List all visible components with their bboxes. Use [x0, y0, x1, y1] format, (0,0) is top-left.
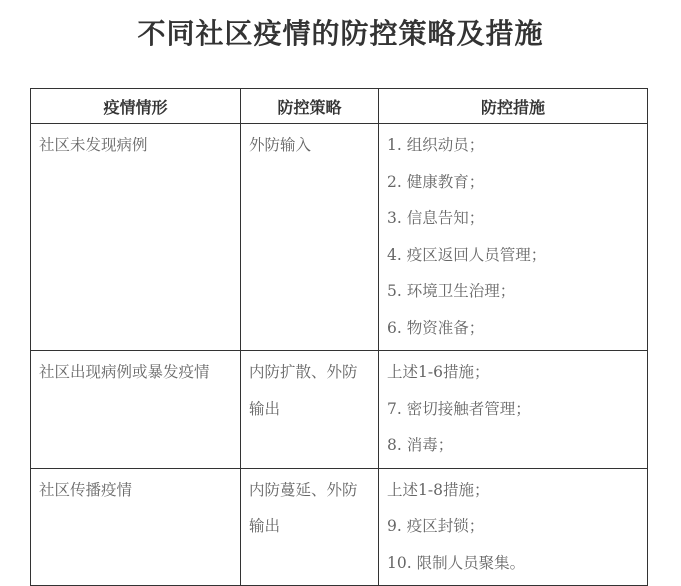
measures-cell: [379, 468, 648, 586]
measure-item: 上述1-8措施；: [387, 480, 490, 499]
strategy-cell: [241, 351, 379, 469]
measure-item: 3. 信息告知；: [387, 209, 485, 227]
situation-cell: [31, 351, 241, 469]
situation-text: 社区未发现病例: [39, 136, 148, 154]
strategy-cell: [241, 468, 379, 586]
strategy-text: 内防蔓延、外防输出: [249, 480, 358, 535]
measure-item: 上述1-6措施；: [387, 363, 490, 381]
strategy-text: 内防扩散、外防输出: [249, 363, 358, 418]
header-strategy: 防控策略: [241, 89, 379, 124]
situation-cell: [31, 124, 241, 351]
situation-text: 社区传播疫情: [39, 480, 133, 499]
situation-text: 社区出现病例或暴发疫情: [39, 363, 210, 381]
strategy-text: 外防输入: [249, 136, 312, 154]
measure-item: 2. 健康教育；: [387, 172, 485, 191]
header-measures: 防控措施: [379, 89, 648, 124]
measure-item: 10. 限制人员聚集。: [387, 553, 526, 572]
measure-item: 1. 组织动员；: [387, 136, 485, 154]
table-row: [31, 468, 648, 586]
strategy-cell: [241, 124, 379, 351]
table-row: [31, 351, 648, 469]
measure-item: 6. 物资准备；: [387, 318, 485, 337]
measure-item: 9. 疫区封锁；: [387, 517, 485, 535]
prevention-measures-table: [30, 88, 648, 586]
table-row: [31, 124, 648, 351]
measures-cell: [379, 124, 648, 351]
situation-cell: [31, 468, 241, 586]
measure-item: 4. 疫区返回人员管理；: [387, 245, 547, 264]
measures-cell: [379, 351, 648, 469]
measure-item: 5. 环境卫生治理；: [387, 282, 516, 300]
table-header-row: [31, 89, 648, 124]
measure-item: 8. 消毒；: [387, 436, 454, 454]
header-situation: 疫情情形: [31, 89, 241, 124]
document-title: 不同社区疫情的防控策略及措施: [137, 17, 544, 50]
measure-item: 7. 密切接触者管理；: [387, 399, 531, 418]
